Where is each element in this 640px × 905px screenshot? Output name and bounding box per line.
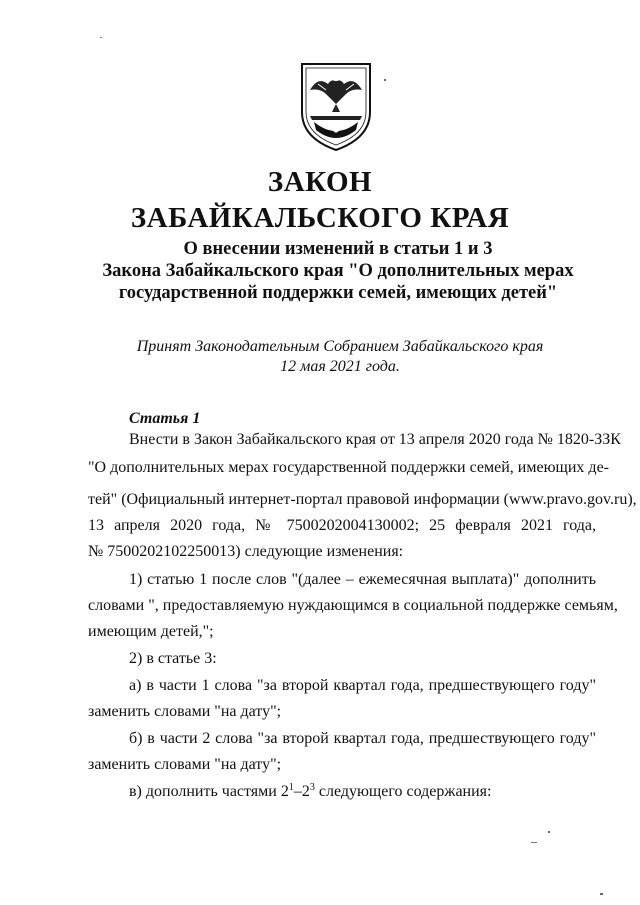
amendment-item-1-line: словами ", предоставляемую нуждающимся в социальной поддержке семьям, [88, 597, 618, 614]
amendment-item-2b-line: б) в части 2 слова "за второй квартал года, предшествующего году" [129, 730, 596, 747]
amendment-item-2b-line: заменить словами "на дату"; [88, 756, 282, 773]
superscript-part-3: 3 [309, 782, 315, 793]
amendment-item-2a-line: заменить словами "на дату"; [88, 703, 282, 720]
amendment-item-2a-line: а) в части 1 слова "за второй квартал года, предшествующего году" [129, 677, 596, 694]
coat-of-arms-emblem [298, 60, 374, 152]
scan-speck [384, 79, 386, 81]
article-intro-line: "О дополнительных мерах государственной поддержки семей, имеющих де- [88, 459, 609, 476]
item-2c-dash: –2 [293, 783, 310, 800]
article-heading: Статья 1 [129, 410, 201, 427]
adoption-statement: Принят Законодательным Собранием Забайкальского края [136, 338, 544, 355]
scan-speck [100, 37, 102, 38]
law-subject-line-2: Закона Забайкальского края "О дополнительных мерах [102, 261, 574, 281]
amendment-item-1-line: 1) статью 1 после слов "(далее – ежемесячная выплата)" дополнить [129, 571, 596, 588]
document-type-title: ЗАКОН [267, 166, 373, 198]
article-intro-line: 13 апреля 2020 года, № 7500202004130002; 25 февраля 2021 года, [88, 517, 596, 534]
item-2c-prefix: в) дополнить частями 2 [129, 783, 289, 800]
article-intro-line: Внести в Закон Забайкальского края от 13 апреля 2020 года № 1820-ЗЗК [129, 431, 621, 448]
scan-speck [548, 831, 550, 833]
law-subject-line-1: О внесении изменений в статьи 1 и 3 [183, 239, 493, 259]
article-intro-line: тей" (Официальный интернет-портал правовой информации (www.pravo.gov.ru), [88, 491, 637, 508]
region-title: ЗАБАЙКАЛЬСКОГО КРАЯ [130, 202, 510, 234]
scan-speck [600, 893, 603, 895]
article-intro-line: № 7500202102250013) следующие изменения: [88, 543, 404, 560]
law-subject-line-3: государственной поддержки семей, имеющих детей" [118, 283, 558, 303]
amendment-item-2: 2) в статье 3: [129, 650, 217, 667]
superscript-part-1: 1 [288, 782, 294, 793]
amendment-item-2c [129, 782, 491, 802]
amendment-item-1-line: имеющим детей,"; [88, 623, 214, 640]
adoption-date: 12 мая 2021 года. [280, 358, 400, 375]
scan-speck [531, 842, 537, 843]
item-2c-suffix: следующего содержания: [314, 783, 492, 800]
